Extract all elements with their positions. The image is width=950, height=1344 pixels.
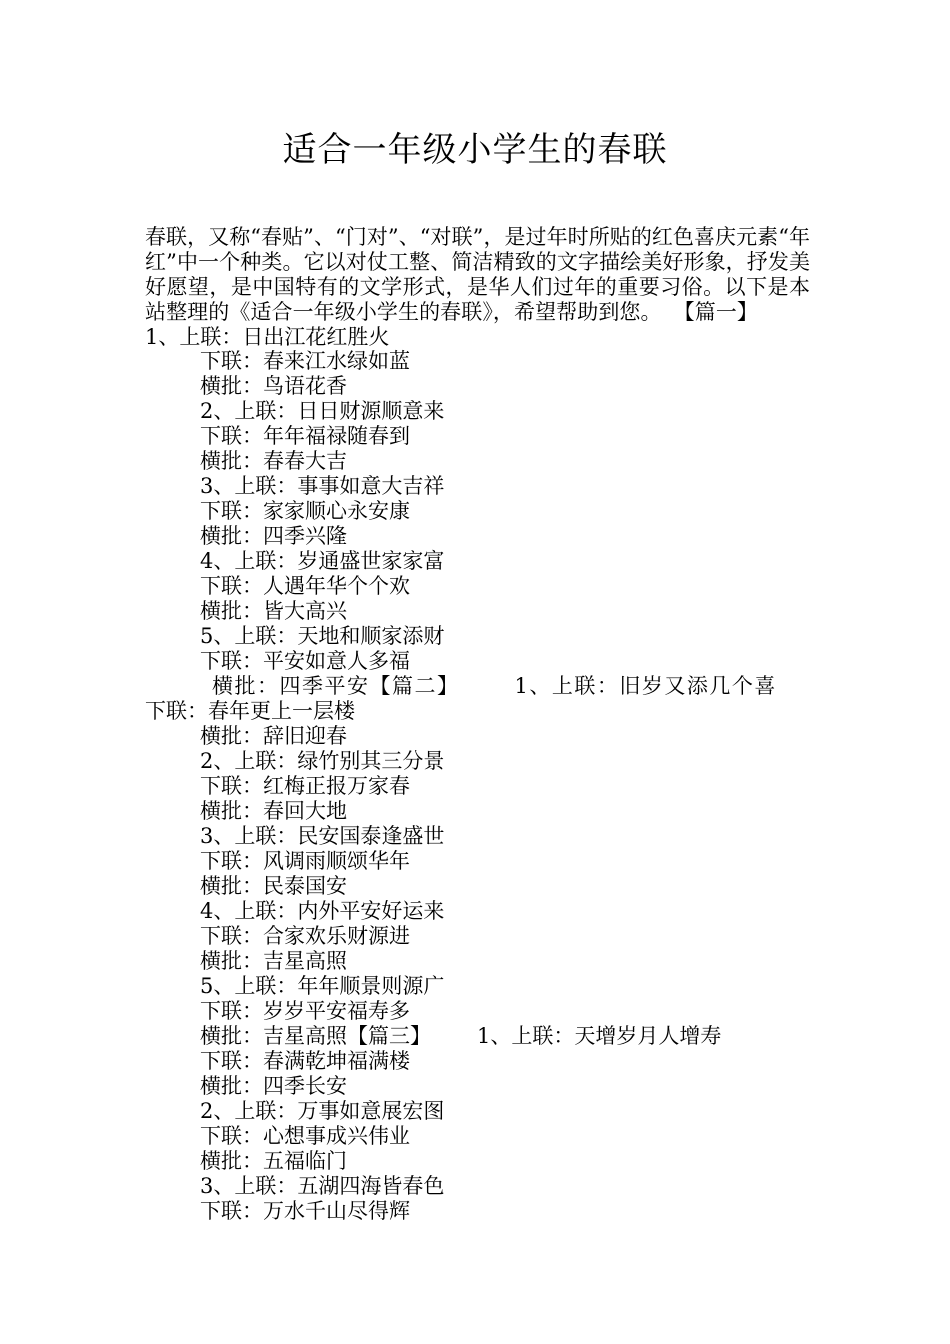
part1-heading: 【篇一】 <box>673 300 759 324</box>
part1-couplet5-horizontal: 横批：四季平安 <box>212 674 370 698</box>
part2-couplet2-upper: 2、上联：绿竹别其三分景 <box>200 749 445 773</box>
part1-couplet1-lower: 下联：春来江水绿如蓝 <box>200 349 410 373</box>
part1-couplet5-upper: 5、上联：天地和顺家添财 <box>200 624 445 648</box>
part2-couplet5-horizontal: 横批：吉星高照 <box>200 1024 347 1048</box>
intro-paragraph <box>145 225 810 350</box>
part1-couplet1-upper: 1、上联：日出江花红胜火 <box>145 325 390 349</box>
part2-couplet1-horizontal: 横批：辞旧迎春 <box>200 724 347 748</box>
part2-couplet3-upper: 3、上联：民安国泰逢盛世 <box>200 824 445 848</box>
part3-couplet2-horizontal: 横批：五福临门 <box>200 1149 347 1173</box>
part1-couplet2-lower: 下联：年年福禄随春到 <box>200 424 410 448</box>
part1-couplet2-horizontal: 横批：春春大吉 <box>200 449 347 473</box>
part1-couplet1-horizontal: 横批：鸟语花香 <box>200 374 347 398</box>
part1-couplet3-upper: 3、上联：事事如意大吉祥 <box>200 474 445 498</box>
part3-couplet2-lower: 下联：心想事成兴伟业 <box>200 1124 410 1148</box>
intro-text: 春联，又称“春贴”、“门对”、“对联”，是过年时所贴的红色喜庆元素“年红”中一个种类。它以对仗工整、简洁精致的文字描绘美好形象，抒发美好愿望，是中国特有的文学形式，是华人们过年的重要习俗。以下是本站整理的《适合一年级小学生的春联》，希望帮助到您。 <box>145 225 810 324</box>
part2-heading-line <box>212 674 777 699</box>
part2-couplet4-lower: 下联：合家欢乐财源进 <box>200 924 410 948</box>
part2-couplet3-lower: 下联：风调雨顺颂华年 <box>200 849 410 873</box>
part2-couplet4-horizontal: 横批：吉星高照 <box>200 949 347 973</box>
part1-couplet3-lower: 下联：家家顺心永安康 <box>200 499 410 523</box>
part3-couplet1-upper: 1、上联：天增岁月人增寿 <box>477 1024 722 1048</box>
part1-couplet4-horizontal: 横批：皆大高兴 <box>200 599 347 623</box>
part3-couplet2-upper: 2、上联：万事如意展宏图 <box>200 1099 445 1123</box>
part3-heading-line <box>200 1024 721 1049</box>
part2-couplet5-upper: 5、上联：年年顺景则源广 <box>200 974 445 998</box>
part3-couplet3-upper: 3、上联：五湖四海皆春色 <box>200 1174 445 1198</box>
part1-couplet4-lower: 下联：人遇年华个个欢 <box>200 574 410 598</box>
part2-couplet3-horizontal: 横批：民泰国安 <box>200 874 347 898</box>
part3-couplet1-horizontal: 横批：四季长安 <box>200 1074 347 1098</box>
part2-couplet1-lower: 下联：春年更上一层楼 <box>145 699 355 723</box>
page-title: 适合一年级小学生的春联 <box>282 130 668 170</box>
part2-couplet2-lower: 下联：红梅正报万家春 <box>200 774 410 798</box>
part1-couplet2-upper: 2、上联：日日财源顺意来 <box>200 399 445 423</box>
part2-couplet4-upper: 4、上联：内外平安好运来 <box>200 899 445 923</box>
part3-couplet1-lower: 下联：春满乾坤福满楼 <box>200 1049 410 1073</box>
part1-couplet3-horizontal: 横批：四季兴隆 <box>200 524 347 548</box>
part2-heading: 【篇二】 <box>369 674 460 698</box>
part2-couplet1-upper: 1、上联：旧岁又添几个喜 <box>514 674 777 698</box>
part2-couplet2-horizontal: 横批：春回大地 <box>200 799 347 823</box>
part2-couplet5-lower: 下联：岁岁平安福寿多 <box>200 999 410 1023</box>
part3-couplet3-lower: 下联：万水千山尽得辉 <box>200 1199 410 1223</box>
part1-couplet4-upper: 4、上联：岁通盛世家家富 <box>200 549 445 573</box>
part3-heading: 【篇三】 <box>347 1024 431 1048</box>
part1-couplet5-lower: 下联：平安如意人多福 <box>200 649 410 673</box>
